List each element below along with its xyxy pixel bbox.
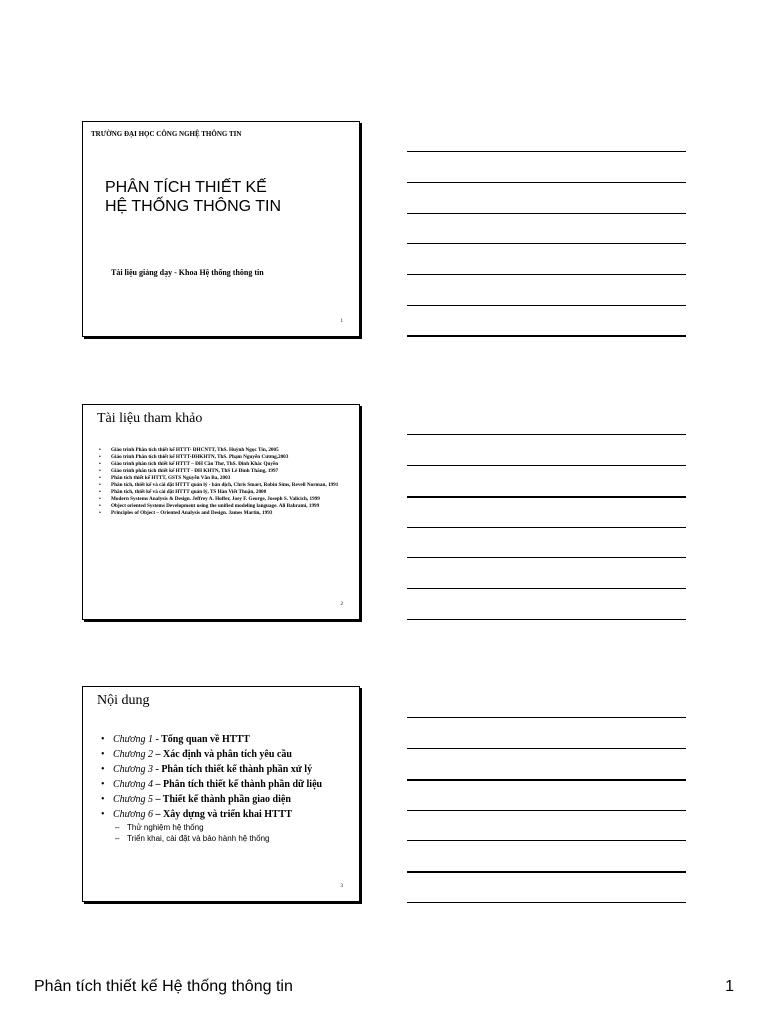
chapter-separator: – — [152, 779, 163, 790]
chapter-label: Chương 4 — [113, 779, 153, 790]
note-line — [407, 871, 686, 873]
slide-title — [105, 178, 281, 216]
chapter-text: Thiết kế thành phần giao diện — [162, 794, 291, 805]
note-line — [407, 182, 686, 183]
slide-3 — [82, 686, 360, 902]
chapter-item — [101, 807, 356, 822]
slide-2 — [82, 404, 360, 620]
page-number: 1 — [725, 978, 734, 995]
note-line — [407, 465, 686, 466]
chapter-label: Chương 1 — [113, 734, 153, 745]
chapter-label: Chương 5 — [113, 794, 153, 805]
note-line — [407, 902, 686, 903]
list-item: • Object oriented Systems Development using the unified modeling language. Ali Bahrami, 1999 — [99, 503, 349, 509]
chapter-text: Phân tích thiết kế thành phần xử lý — [161, 764, 313, 775]
slide-number: 3 — [340, 884, 343, 889]
note-line — [407, 748, 686, 749]
slide-subtitle: Tài liệu giảng dạy - Khoa Hệ thống thông tin — [111, 268, 264, 277]
chapter-text: Tổng quan về HTTT — [161, 734, 250, 745]
slide-1 — [82, 121, 360, 337]
list-item: • Phân tích thiết kế HTTT, GSTS Nguyễn Văn Ba, 2003 — [99, 475, 349, 481]
slide-title: Nội dung — [97, 693, 150, 708]
chapter-text: Xây dựng và triển khai HTTT — [162, 809, 293, 820]
note-line — [407, 717, 686, 718]
chapter-item — [101, 777, 356, 792]
chapter-text: Xác định và phân tích yêu cầu — [162, 749, 292, 760]
note-line — [407, 335, 686, 337]
chapter-item — [101, 747, 356, 762]
note-line — [407, 527, 686, 528]
note-line — [407, 840, 686, 841]
note-line — [407, 151, 686, 152]
list-item: • Modern Systems Analysis & Design. Jeffrey A. Hoffer, Joey F. George, Joseph S. Valicich, 1999 — [99, 496, 349, 502]
chapter-separator: – — [152, 794, 163, 805]
chapter-separator: – — [152, 809, 163, 820]
note-line — [407, 619, 686, 620]
note-line — [407, 496, 686, 498]
title-line-1: PHÂN TÍCH THIẾT KẾ — [105, 179, 267, 196]
university-header: TRƯỜNG ĐẠI HỌC CÔNG NGHỆ THÔNG TIN — [91, 130, 242, 138]
note-line — [407, 434, 686, 435]
note-line — [407, 243, 686, 244]
title-line-2: HỆ THỐNG THÔNG TIN — [105, 198, 282, 215]
contents-list — [101, 732, 356, 844]
list-item: • Phân tích, thiết kế và cài đặt HTTT quản lý, TS Hàn Viết Thuận, 2000 — [99, 489, 349, 495]
chapter-separator: - — [152, 764, 162, 775]
note-line — [407, 274, 686, 275]
note-line — [407, 588, 686, 589]
chapter-separator: – — [152, 749, 163, 760]
slide-title: Tài liệu tham khảo — [97, 411, 203, 426]
chapter-text: Phân tích thiết kế thành phần dữ liệu — [162, 779, 323, 790]
list-item: • Giáo trình Phân tích thiết kế HTTT- ĐHCNTT, ThS. Huỳnh Ngọc Tín, 2005 — [99, 447, 349, 453]
chapter-item — [101, 732, 356, 747]
note-line — [407, 305, 686, 306]
list-item: • Giáo trình phân tích thiết kế HTTT – ĐH Cần Thơ, ThS. Đinh Khắc Quyền — [99, 461, 349, 467]
chapter-item — [101, 792, 356, 807]
sub-item: – Triển khai, cài đặt và bảo hành hệ thống — [101, 833, 356, 844]
reference-list — [99, 447, 349, 517]
slide-number: 2 — [340, 602, 343, 607]
note-line — [407, 810, 686, 811]
list-item: • Giáo trình phân tích thiết kế HTTT - ĐH KHTN, ThS Lê Đình Thắng, 1997 — [99, 468, 349, 474]
list-item: • Phân tích, thiết kế và cài đặt HTTT quản lý - bản dịch, Chris Smart, Robin Sims, Revell Norman, 1991 — [99, 482, 349, 488]
note-line — [407, 213, 686, 214]
list-item: • Giáo trình Phân tích thiết kế HTTT-ĐHKHTN, ThS. Phạm Nguyễn Cương,2003 — [99, 454, 349, 460]
chapter-separator: - — [152, 734, 162, 745]
slide-number: 1 — [340, 319, 343, 324]
sub-item: – Thử nghiệm hệ thống — [101, 822, 356, 833]
note-line — [407, 557, 686, 558]
chapter-item — [101, 762, 356, 777]
chapter-label: Chương 2 — [113, 749, 153, 760]
note-line — [407, 779, 686, 781]
chapter-label: Chương 6 — [113, 809, 153, 820]
chapter-label: Chương 3 — [113, 764, 153, 775]
footer-title: Phân tích thiết kế Hệ thống thông tin — [34, 978, 293, 995]
list-item: • Principles of Object – Oriented Analysis and Design. James Martin, 1993 — [99, 510, 349, 516]
